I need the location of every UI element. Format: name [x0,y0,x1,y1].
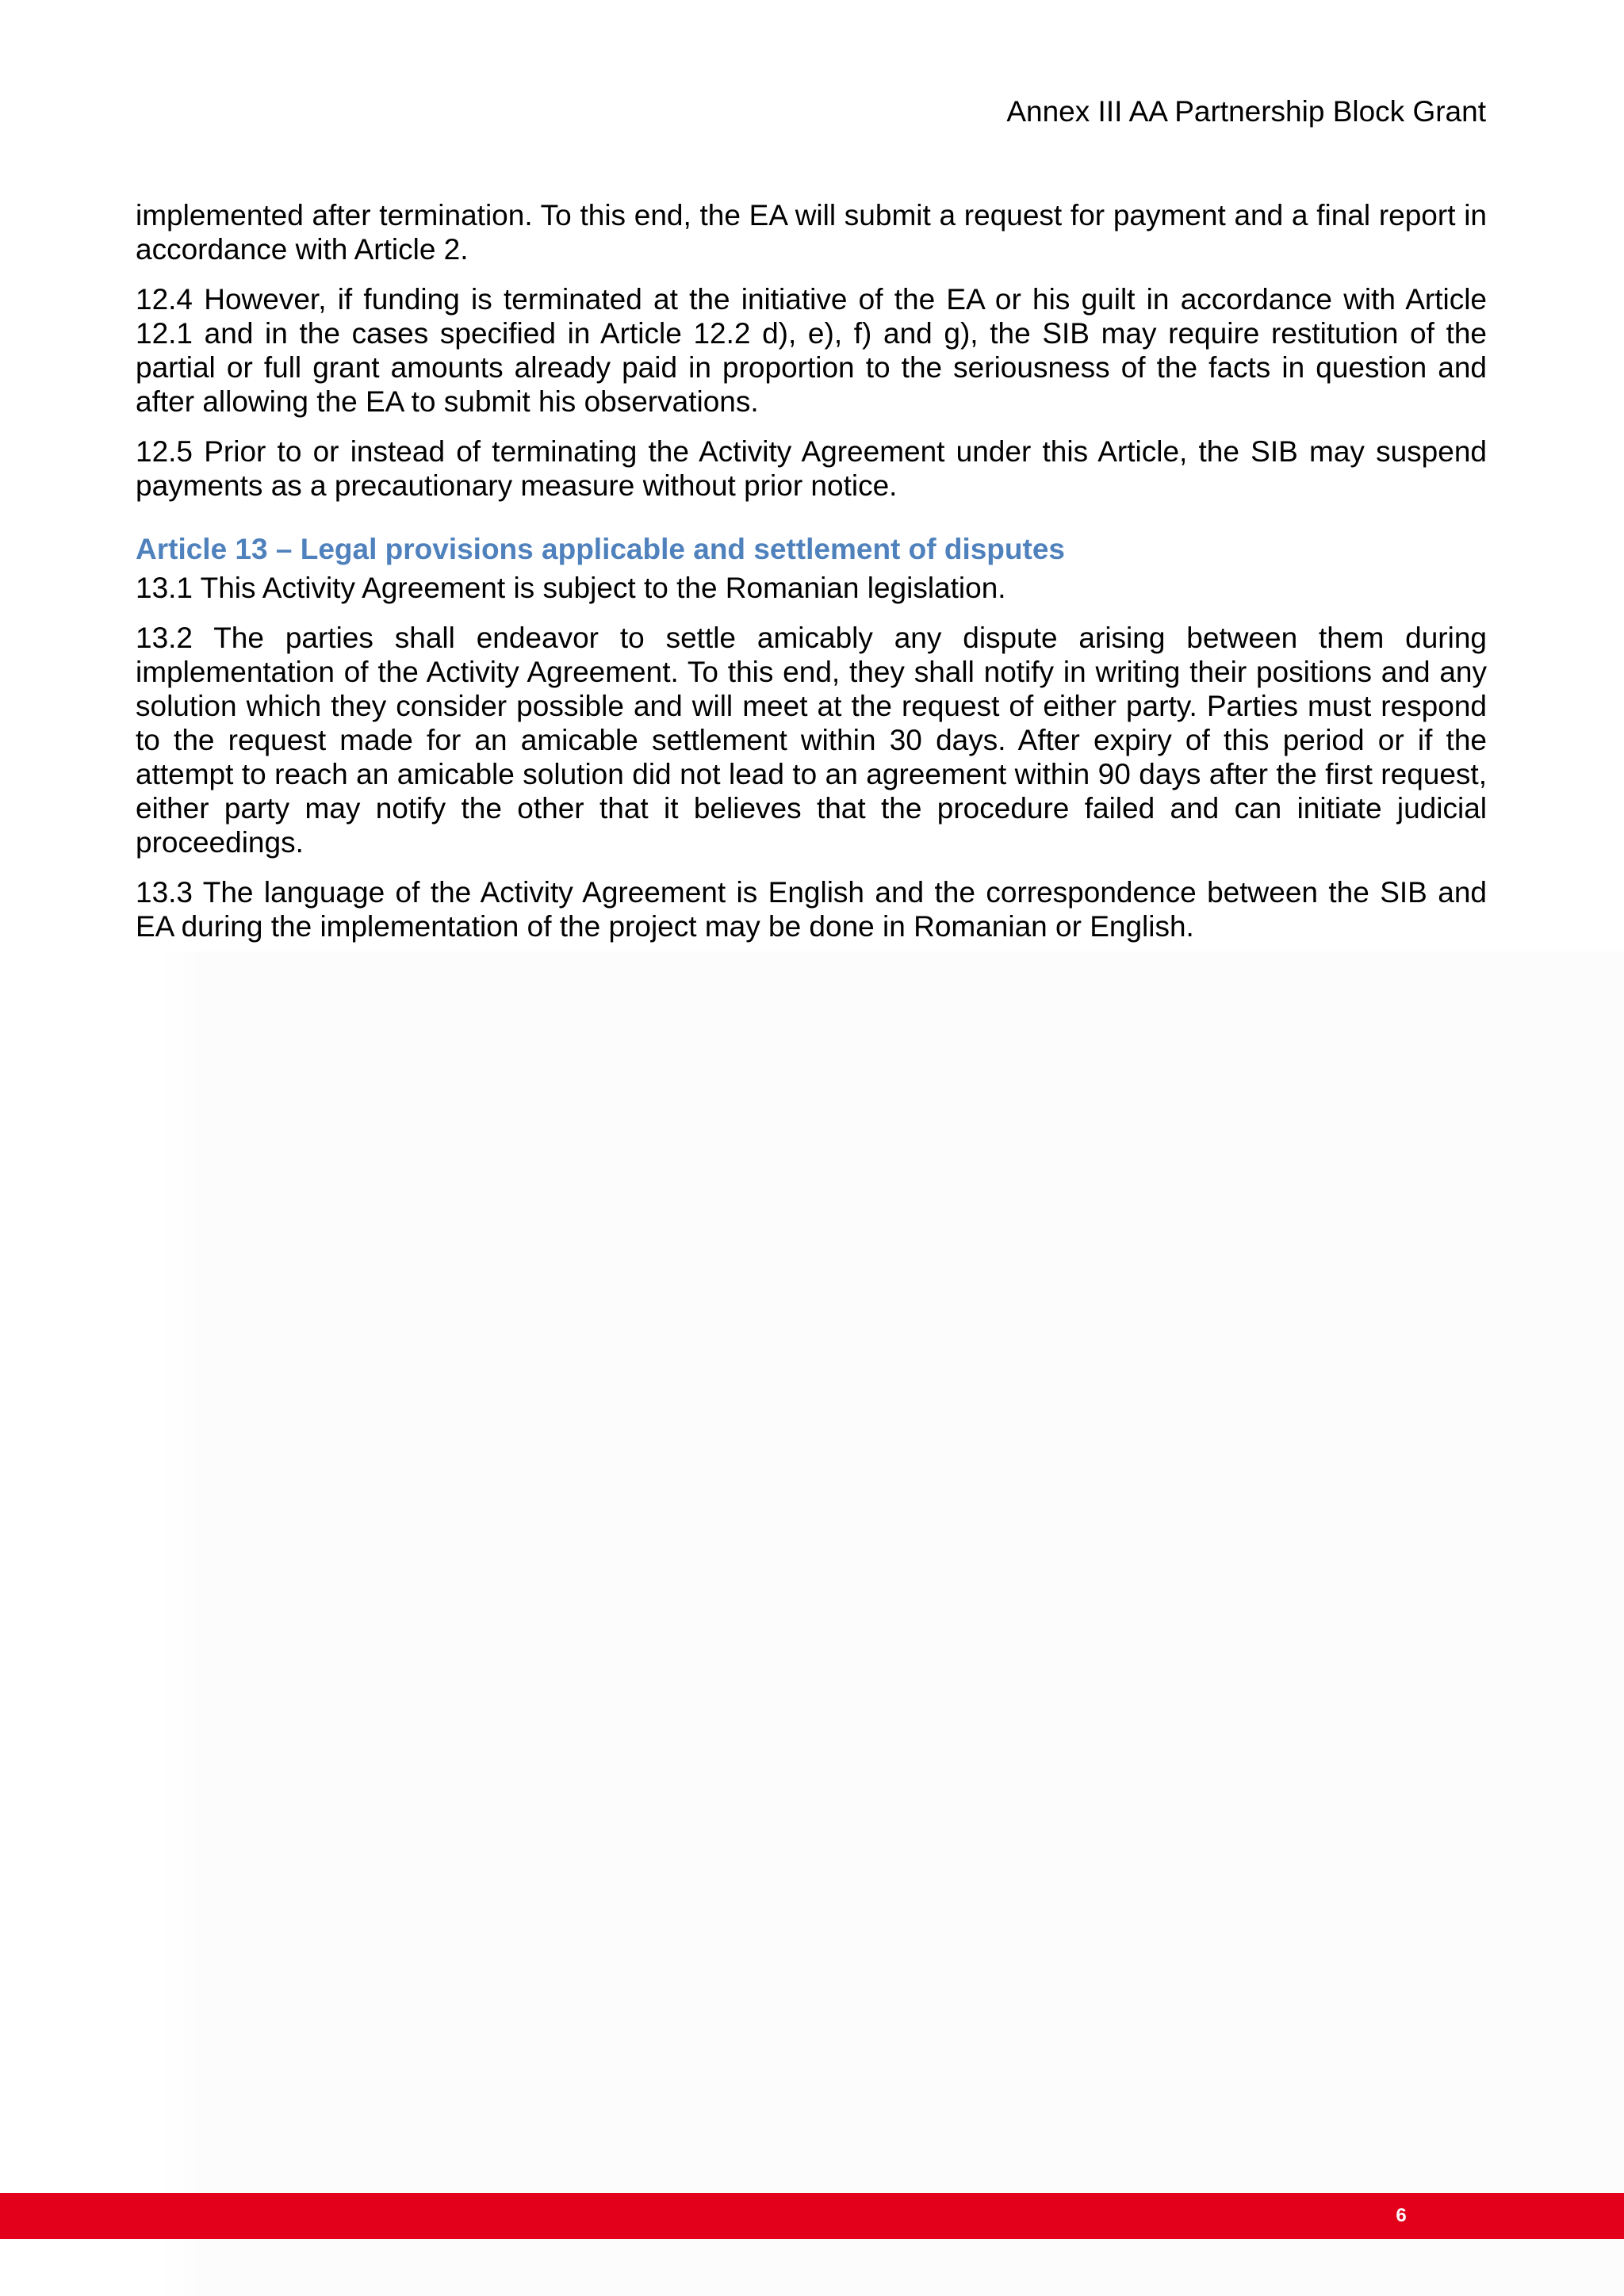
article-13-heading: Article 13 – Legal provisions applicable and settlement of disputes [136,533,1065,565]
footer-bar [0,2193,1624,2239]
paragraph-13-3: 13.3 The language of the Activity Agreement is English and the correspondence between the SIB and EA during the implementation of the project may be done in Romanian or English. [136,876,1487,943]
document-body [136,198,1487,959]
running-header: Annex III AA Partnership Block Grant [1006,95,1486,128]
paragraph-13-2: 13.2 The parties shall endeavor to settle amicably any dispute arising between them during implementation of the Activity Agreement. To this end, they shall notify in writing their positions and any solution which they consider possible and will meet at the request of either party. Parties must respond to the request made for an amicable settlement within 30 days. After expiry of this period or if the attempt to reach an amicable solution did not lead to an agreement within 90 days after the first request, either party may notify the other that it believes that the procedure failed and can initiate judicial proceedings. [136,622,1487,859]
paragraph-12-3-continuation: implemented after termination. To this end, the EA will submit a request for payment and a final report in accordance with Article 2. [136,199,1487,266]
paragraph-12-4: 12.4 However, if funding is terminated at the initiative of the EA or his guilt in accordance with Article 12.1 and in the cases specified in Article 12.2 d), e), f) and g), the SIB may require restitution of the partial or full grant amounts already paid in proportion to the seriousness of the facts in question and after allowing the EA to submit his observations. [136,283,1487,418]
paragraph-13-1: 13.1 This Activity Agreement is subject to the Romanian legislation. [136,572,1006,604]
page-number: 6 [1396,2205,1407,2226]
paragraph-12-5: 12.5 Prior to or instead of terminating the Activity Agreement under this Article, the SIB may suspend payments as a precautionary measure without prior notice. [136,435,1487,502]
